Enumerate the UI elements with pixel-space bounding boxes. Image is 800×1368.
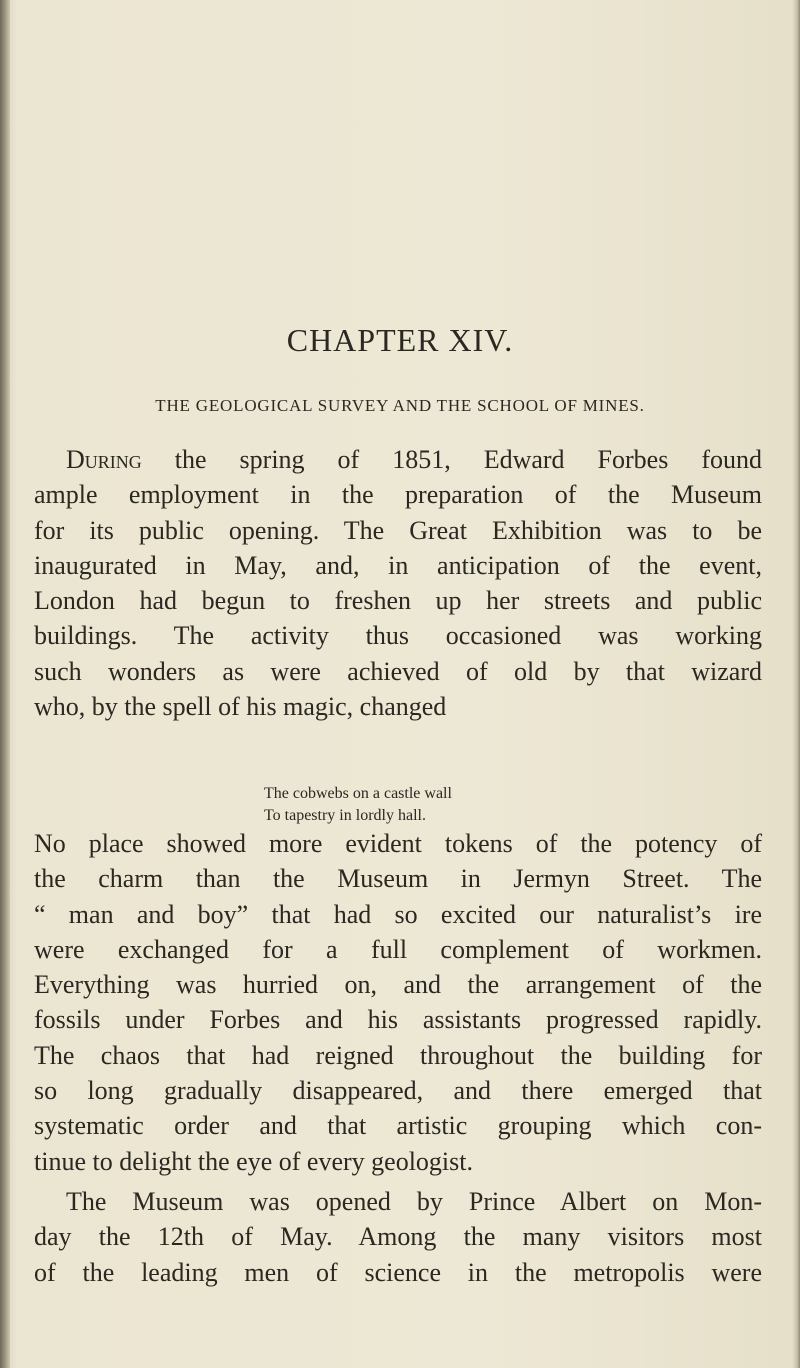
paragraph-3 [34, 1184, 762, 1290]
paragraph-line: systematic order and that artistic grouping which con- [34, 1111, 762, 1141]
paragraph-line: the charm than the Museum in Jermyn Street. The [34, 864, 762, 894]
paragraph-line: who, by the spell of his magic, changed [34, 692, 447, 722]
paragraph-line: of the leading men of science in the metropolis were [34, 1257, 762, 1287]
paragraph-1 [34, 442, 762, 724]
paragraph-line: such wonders as were achieved of old by that wizard [34, 656, 762, 686]
paragraph-line: buildings. The activity thus occasioned was working [34, 621, 762, 651]
paragraph-2 [34, 826, 762, 1179]
paragraph-line: During the spring of 1851, Edward Forbes found [66, 445, 762, 474]
chapter-subtitle: THE GEOLOGICAL SURVEY AND THE SCHOOL OF MINES. [155, 396, 645, 415]
paragraph-line: No place showed more evident tokens of the potency of [34, 829, 762, 858]
verse-line: To tapestry in lordly hall. [264, 807, 426, 824]
paragraph-line: day the 12th of May. Among the many visitors most [34, 1222, 762, 1252]
verse-quote [26, 783, 774, 827]
paragraph-line: The chaos that had reigned throughout the building for [34, 1040, 762, 1070]
chapter-title: CHAPTER XIV. [286, 322, 514, 358]
paragraph-line: so long gradually disappeared, and there emerged that [34, 1076, 762, 1106]
paragraph-line: ample employment in the preparation of the Museum [34, 480, 762, 510]
paragraph-line: fossils under Forbes and his assistants progressed rapidly. [34, 1005, 762, 1035]
paragraph-line: for its public opening. The Great Exhibition was to be [34, 515, 762, 545]
page-right-edge [792, 0, 800, 1368]
paragraph-line: were exchanged for a full complement of workmen. [34, 934, 762, 964]
drop-word: During [66, 445, 142, 474]
paragraph-line: Everything was hurried on, and the arrangement of the [34, 970, 762, 1000]
paragraph-line: The Museum was opened by Prince Albert on Mon- [66, 1187, 762, 1216]
paragraph-line: inaugurated in May, and, in anticipation of the event, [34, 550, 762, 580]
paragraph-line: “ man and boy” that had so excited our naturalist’s ire [34, 899, 762, 929]
page-content [26, 0, 774, 1368]
verse-line: The cobwebs on a castle wall [264, 785, 452, 802]
page-left-edge [0, 0, 10, 1368]
paragraph-line: tinue to delight the eye of every geologist. [34, 1146, 473, 1176]
paragraph-line: London had begun to freshen up her streets and public [34, 586, 762, 616]
